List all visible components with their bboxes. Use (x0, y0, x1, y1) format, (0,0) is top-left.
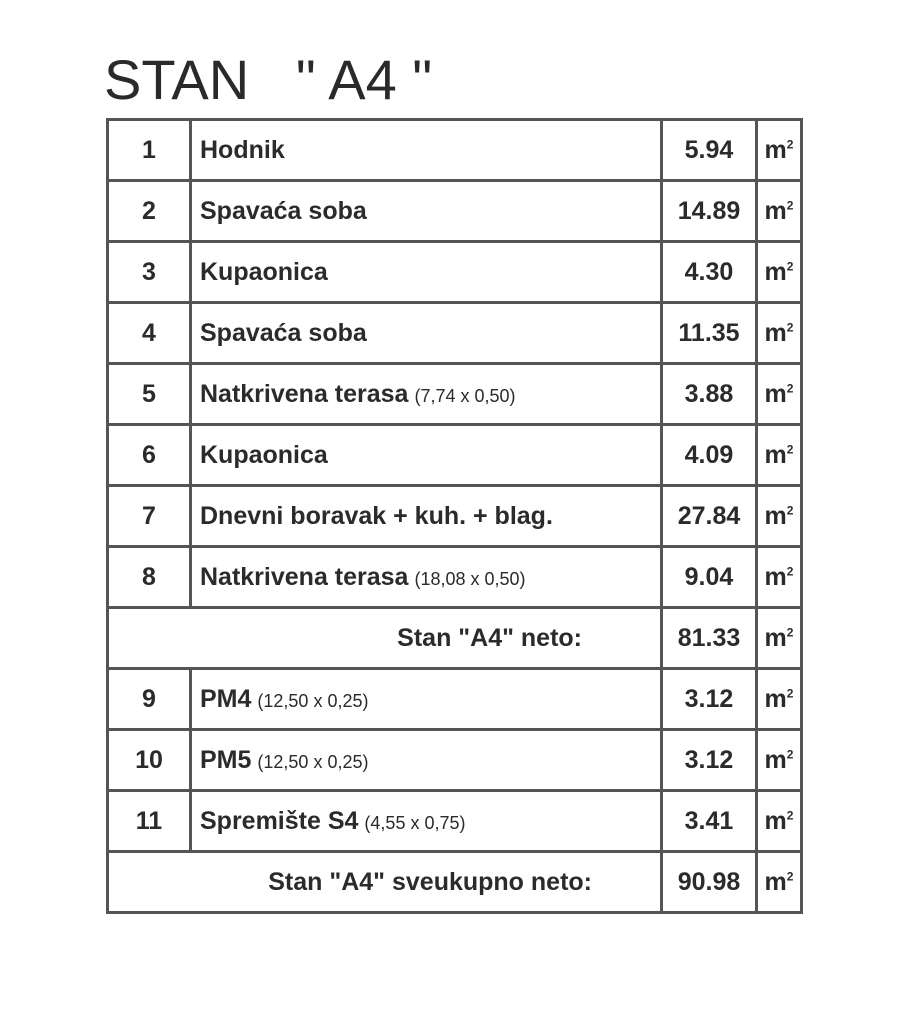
unit-cell (757, 486, 802, 547)
unit-exponent: 2 (786, 381, 794, 396)
room-area: 3.12 (662, 730, 757, 791)
room-number: 10 (108, 730, 191, 791)
room-name-cell (191, 303, 662, 364)
unit-label: m (764, 318, 787, 347)
unit-exponent: 2 (786, 808, 794, 823)
table-row (108, 547, 802, 608)
unit-label: m (764, 196, 787, 225)
unit-cell (757, 852, 802, 913)
total-row-area: 90.98 (662, 852, 757, 913)
room-name: Natkrivena terasa (200, 379, 409, 408)
room-area: 4.30 (662, 242, 757, 303)
room-area: 14.89 (662, 181, 757, 242)
room-dimensions: (12,50 x 0,25) (257, 751, 369, 772)
unit-exponent: 2 (786, 320, 794, 335)
unit-label: m (764, 257, 787, 286)
table-row (108, 364, 802, 425)
unit-label: m (764, 623, 787, 652)
subtotal-row-label: Stan "A4" neto: (108, 608, 662, 669)
subtotal-row (108, 608, 802, 669)
unit-cell (757, 364, 802, 425)
room-name: Spremište S4 (200, 806, 359, 835)
unit-cell (757, 181, 802, 242)
unit-label: m (764, 440, 787, 469)
room-name-cell (191, 730, 662, 791)
unit-cell (757, 120, 802, 181)
room-number: 9 (108, 669, 191, 730)
room-dimensions: (7,74 x 0,50) (414, 385, 516, 406)
unit-cell (757, 791, 802, 852)
room-number: 8 (108, 547, 191, 608)
unit-cell (757, 730, 802, 791)
table-row (108, 486, 802, 547)
room-name-cell (191, 242, 662, 303)
room-name-cell (191, 669, 662, 730)
room-name-cell (191, 425, 662, 486)
room-dimensions: (12,50 x 0,25) (257, 690, 369, 711)
unit-cell (757, 669, 802, 730)
room-name-cell (191, 547, 662, 608)
room-number: 1 (108, 120, 191, 181)
room-area: 9.04 (662, 547, 757, 608)
table-row (108, 181, 802, 242)
room-dimensions: (4,55 x 0,75) (364, 812, 466, 833)
unit-exponent: 2 (786, 198, 794, 213)
table-row (108, 120, 802, 181)
room-name: Kupaonica (200, 257, 328, 286)
unit-exponent: 2 (786, 137, 794, 152)
total-row (108, 852, 802, 913)
unit-label: m (764, 806, 787, 835)
room-number: 11 (108, 791, 191, 852)
unit-exponent: 2 (786, 625, 794, 640)
subtotal-row-area: 81.33 (662, 608, 757, 669)
room-name: Hodnik (200, 135, 285, 164)
table-row (108, 425, 802, 486)
unit-label: m (764, 501, 787, 530)
unit-label: m (764, 135, 787, 164)
room-name-cell (191, 181, 662, 242)
room-name: Spavaća soba (200, 318, 367, 347)
room-number: 5 (108, 364, 191, 425)
unit-exponent: 2 (786, 503, 794, 518)
room-name: PM5 (200, 745, 252, 774)
unit-exponent: 2 (786, 442, 794, 457)
unit-label: m (764, 562, 787, 591)
room-area-table (106, 118, 803, 914)
room-name-cell (191, 791, 662, 852)
room-name: Dnevni boravak + kuh. + blag. (200, 501, 553, 530)
room-name: Kupaonica (200, 440, 328, 469)
room-area: 3.12 (662, 669, 757, 730)
room-number: 2 (108, 181, 191, 242)
room-number: 6 (108, 425, 191, 486)
room-name: PM4 (200, 684, 252, 713)
table-row (108, 303, 802, 364)
unit-exponent: 2 (786, 747, 794, 762)
unit-cell (757, 303, 802, 364)
room-name-cell (191, 486, 662, 547)
unit-label: m (764, 745, 787, 774)
room-name-cell (191, 364, 662, 425)
room-name: Natkrivena terasa (200, 562, 409, 591)
unit-label: m (764, 379, 787, 408)
unit-exponent: 2 (786, 564, 794, 579)
room-area-table-body (108, 120, 802, 913)
room-number: 4 (108, 303, 191, 364)
total-row-label: Stan "A4" sveukupno neto: (108, 852, 662, 913)
room-area: 3.88 (662, 364, 757, 425)
room-number: 3 (108, 242, 191, 303)
table-row (108, 669, 802, 730)
room-dimensions: (18,08 x 0,50) (414, 568, 526, 589)
room-area: 11.35 (662, 303, 757, 364)
room-name-cell (191, 120, 662, 181)
unit-cell (757, 547, 802, 608)
unit-cell (757, 608, 802, 669)
unit-exponent: 2 (786, 869, 794, 884)
unit-exponent: 2 (786, 686, 794, 701)
room-area: 27.84 (662, 486, 757, 547)
room-area: 3.41 (662, 791, 757, 852)
room-area: 4.09 (662, 425, 757, 486)
table-row (108, 730, 802, 791)
unit-cell (757, 425, 802, 486)
room-name: Spavaća soba (200, 196, 367, 225)
room-number: 7 (108, 486, 191, 547)
unit-label: m (764, 867, 787, 896)
table-row (108, 242, 802, 303)
room-area: 5.94 (662, 120, 757, 181)
unit-label: m (764, 684, 787, 713)
table-row (108, 791, 802, 852)
unit-exponent: 2 (786, 259, 794, 274)
page-title: STAN " A4 " (104, 48, 433, 111)
unit-cell (757, 242, 802, 303)
